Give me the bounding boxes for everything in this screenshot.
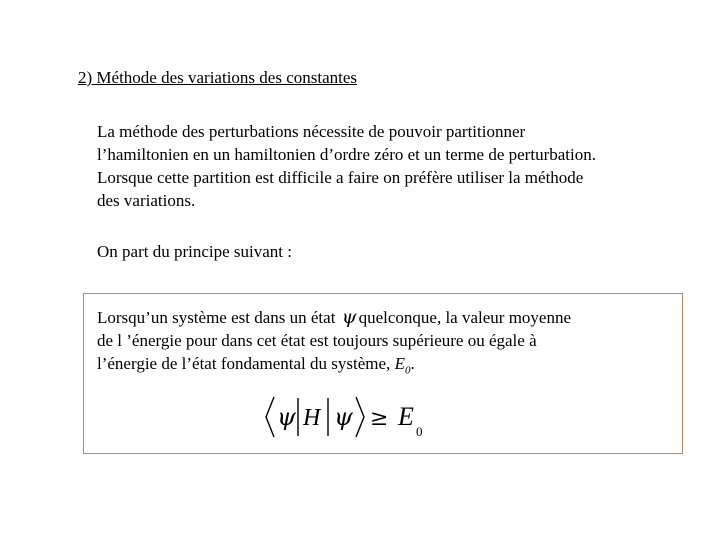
- formula-energy: E: [398, 402, 414, 431]
- intro-paragraph: [97, 120, 697, 212]
- ground-state-energy: $E_0$: [394, 354, 411, 377]
- statement-line-3: [97, 352, 571, 382]
- right-angle-bracket: [356, 397, 364, 437]
- left-angle-bracket: [266, 397, 274, 437]
- psi-symbol: ψ: [341, 306, 357, 328]
- variational-inequality-formula: [262, 392, 462, 442]
- formula-operator-h: H: [303, 405, 321, 431]
- statement-text: l’énergie de l’état fondamental du système,: [97, 354, 391, 373]
- formula-relation: ≥: [370, 406, 389, 431]
- statement-text: quelconque, la valeur moyenne: [358, 308, 572, 327]
- paragraph-line: La méthode des perturbations nécessite de pouvoir partitionner: [97, 122, 526, 141]
- statement-line-1: [97, 306, 571, 329]
- paragraph-line: Lorsque cette partition est difficile a faire on préfère utiliser la méthode: [97, 168, 584, 187]
- statement-text: .: [410, 354, 415, 373]
- principle-statement: [97, 306, 571, 382]
- principle-intro: On part du principe suivant :: [97, 242, 292, 261]
- paragraph-line: l’hamiltonien en un hamiltonien d’ordre zéro et un terme de perturbation.: [97, 145, 596, 164]
- formula-subscript: 0: [416, 424, 423, 439]
- paragraph-line: des variations.: [97, 191, 196, 210]
- formula-psi-right: ψ: [334, 403, 353, 431]
- statement-line-2: de l ’énergie pour dans cet état est toujours supérieure ou égale à: [97, 331, 537, 350]
- formula-psi-left: ψ: [277, 403, 296, 431]
- section-heading: 2) Méthode des variations des constantes: [78, 68, 358, 87]
- statement-text: Lorsqu’un système est dans un état: [97, 308, 336, 327]
